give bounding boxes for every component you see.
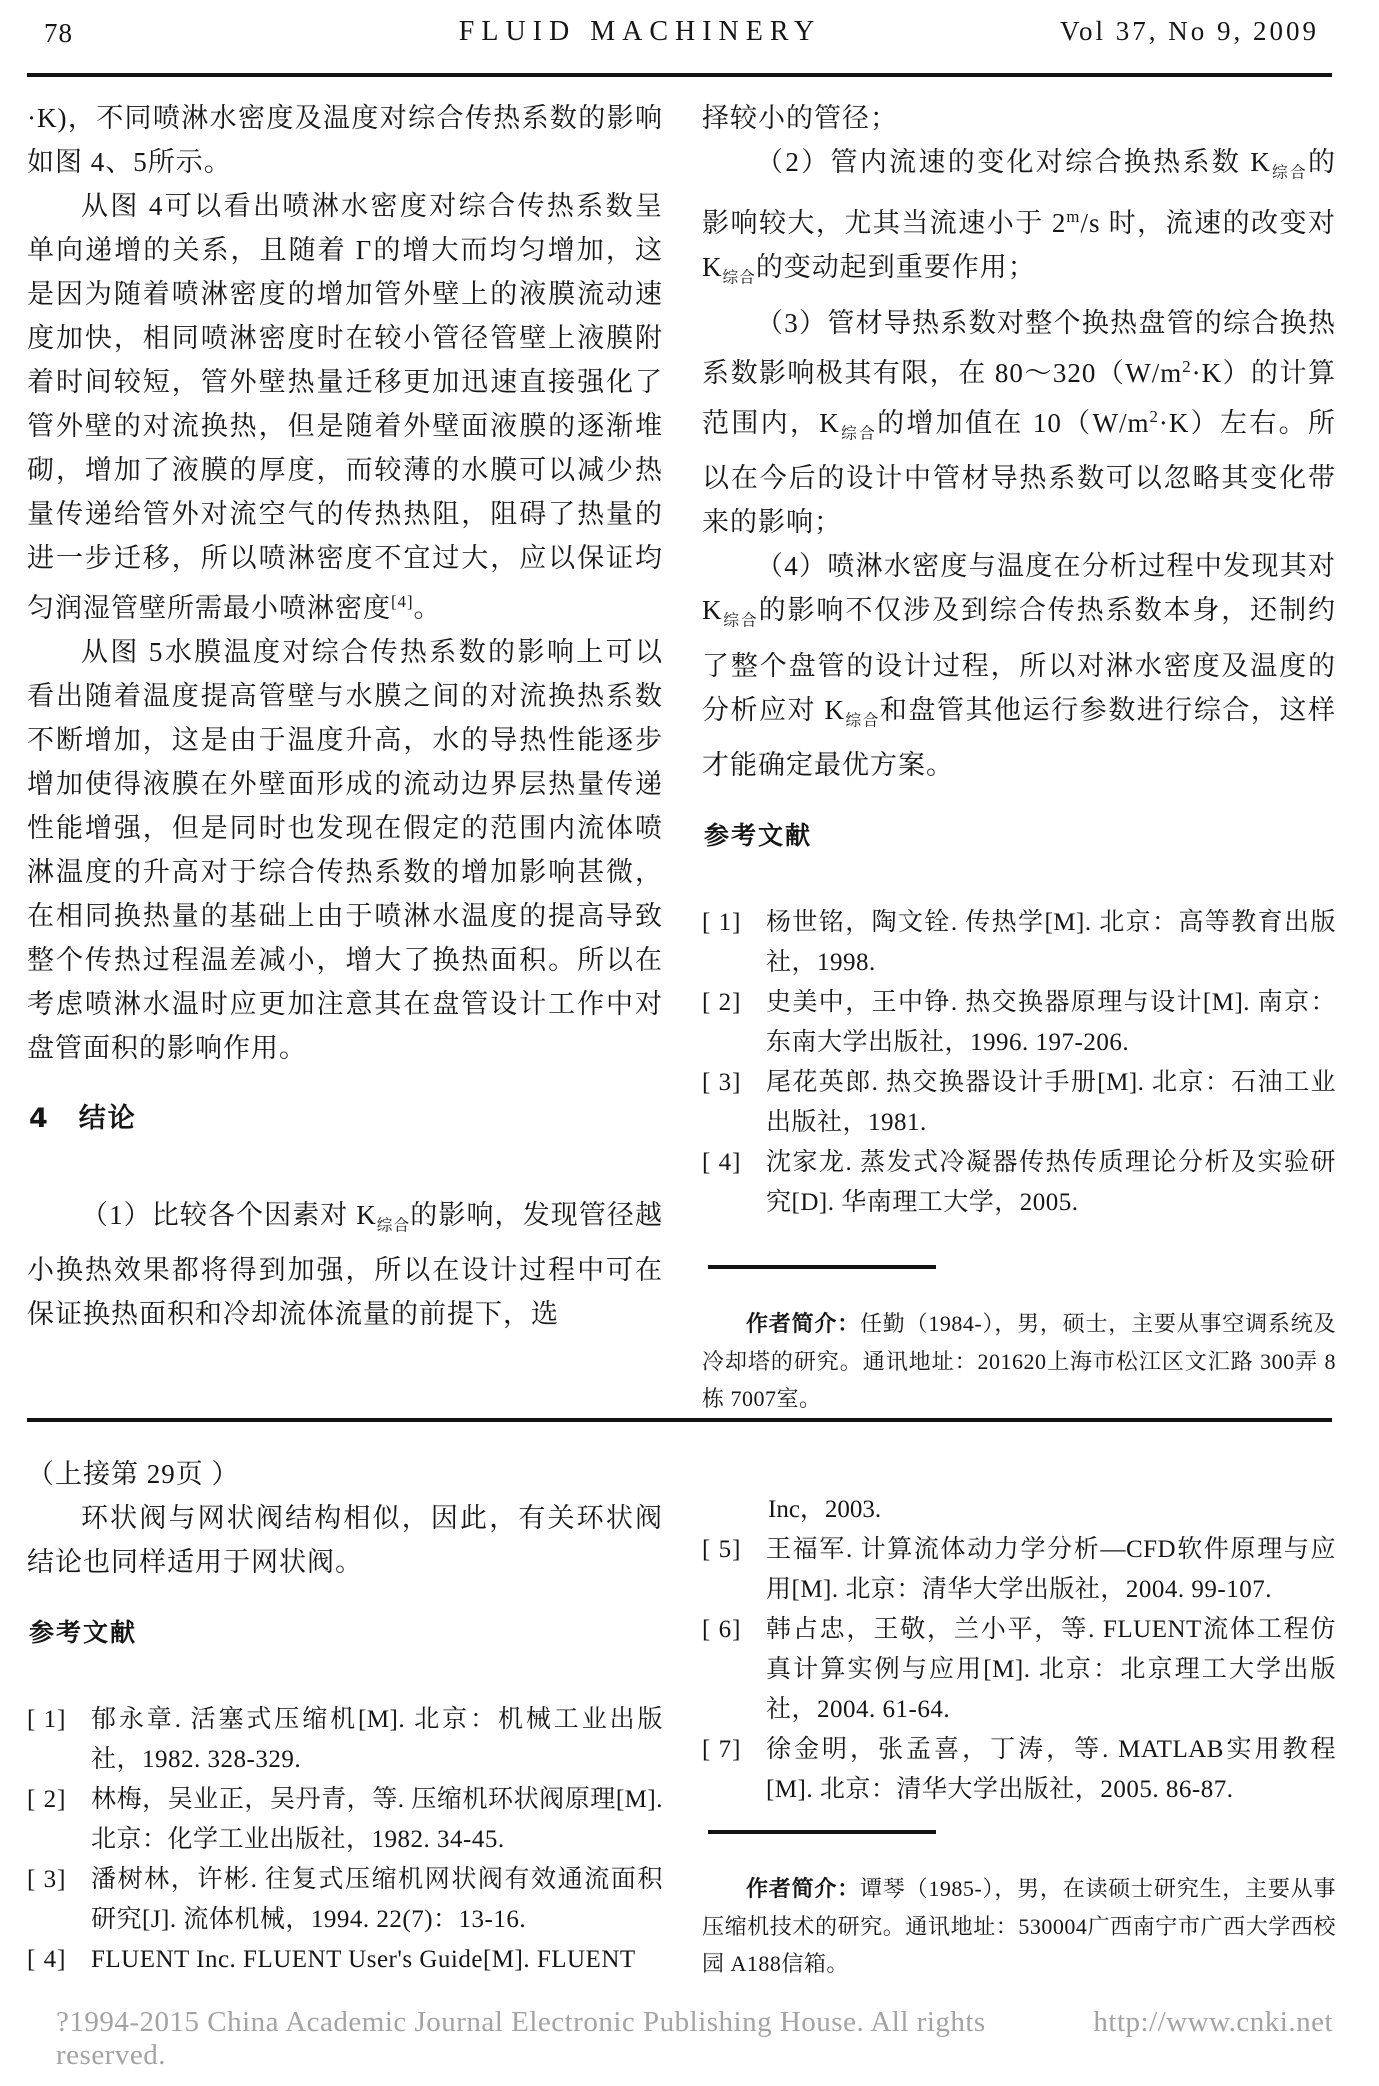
reference-number: [ 4] — [702, 1148, 742, 1176]
reference-item — [702, 1610, 1336, 1730]
conclusion-paragraph-list — [27, 1193, 663, 1336]
top-right-column — [702, 96, 1336, 1417]
reference-item — [27, 1780, 663, 1860]
reference-item — [27, 1860, 663, 1940]
reference-number: [ 1] — [702, 908, 742, 936]
reference-number: [ 2] — [702, 988, 742, 1016]
reference-number: [ 6] — [702, 1616, 742, 1643]
page-number: 78 — [44, 18, 73, 48]
copyright-text: ?1994-2015 China Academic Journal Electronic Publishing House. All rights reserved. — [56, 2006, 986, 2071]
author-bio-label: 作者简介： — [746, 1311, 860, 1337]
reference-number: [ 4] — [27, 1946, 67, 1973]
paragraph-list — [27, 96, 663, 1070]
reference-text: 林梅，吴业正，吴丹青，等. 压缩机环状阀原理[M]. 北京：化学工业出版社，1982. 34-45. — [91, 1786, 663, 1853]
reference-text: 杨世铭，陶文铨. 传热学[M]. 北京：高等教育出版社，1998. — [766, 908, 1336, 976]
author-bio-text: 谭琴（1985-），男，在读硕士研究生，主要从事压缩机技术的研究。通讯地址：530004广西南宁市广西大学西校园 A188信箱。 — [702, 1876, 1336, 1976]
reference-text: 尾花英郎. 热交换器设计手册[M]. 北京：石油工业出版社，1981. — [766, 1068, 1336, 1136]
issue-info: Vol 37, No 9, 2009 — [1059, 16, 1319, 46]
reference-item — [702, 1730, 1336, 1810]
author-bio-label: 作者简介： — [746, 1877, 860, 1902]
conclusion-heading: 4 结论 — [29, 1103, 137, 1134]
reference-item — [702, 1143, 1336, 1223]
reference-item — [702, 1530, 1336, 1610]
paragraph: 从图 4可以看出喷淋水密度对综合传热系数呈单向递增的关系，且随着 Γ的增大而均匀增加，这是因为随着喷淋密度的增加管外壁上的液膜流动速度加快，相同喷淋密度时在较小管径管壁上液膜附着时间较短，管外壁热量迁移更加迅速直接强化了管外壁的对流换热，但是随着外壁面液膜的逐渐堆砌，增加了液膜的厚度，而较薄的水膜可以减少热量传递给管外对流空气的传热热阻，阻碍了热量的进一步迁移，所以喷淋密度不宜过大，应以保证均匀润湿管壁所需最小喷淋密度[4]。 — [27, 191, 663, 623]
author-bio-divider — [708, 1830, 936, 1834]
top-left-column — [27, 96, 663, 1336]
reference-number: [ 1] — [27, 1706, 67, 1733]
paragraph: 环状阀与网状阀结构相似，因此，有关环状阀结论也同样适用于网状阀。 — [27, 1503, 663, 1577]
paragraph-list — [702, 96, 1336, 787]
bottom-right-column — [702, 1490, 1336, 1982]
references-heading: 参考文献 — [29, 1618, 138, 1647]
reference-text: FLUENT Inc. FLUENT User's Guide[M]. FLUENT — [91, 1946, 636, 1973]
journal-title: FLUID MACHINERY — [458, 16, 822, 47]
reference-list — [702, 903, 1336, 1223]
bottom-left-column — [27, 1452, 663, 1980]
reference-list — [27, 1700, 663, 1980]
paragraph-list — [27, 1496, 663, 1584]
paragraph: （4）喷淋水密度与温度在分析过程中发现其对 $K_{综合}$的影响不仅涉及到综合传热系数本身，还制约了整个盘管的设计过程，所以对淋水密度及温度的分析应对 $K_{综合}$和盘管其他运行参数进行综合，这样才能确定最优方案。 — [702, 551, 1337, 780]
reference-text: 徐金明，张孟喜，丁涛，等. MATLAB实用教程[M]. 北京：清华大学出版社，2005. 86-87. — [766, 1736, 1336, 1803]
paragraph: ·K)，不同喷淋水密度及温度对综合传热系数的影响如图 4、5所示。 — [27, 103, 663, 177]
references-heading: 参考文献 — [704, 820, 813, 850]
reference-text: 韩占忠，王敬，兰小平，等. FLUENT流体工程仿真计算实例与应用[M]. 北京：北京理工大学出版社，2004. 61-64. — [766, 1616, 1336, 1723]
reference-item — [702, 903, 1336, 983]
cnki-watermark — [0, 2006, 1379, 2072]
reference-item — [27, 1940, 663, 1980]
reference-item — [27, 1700, 663, 1780]
reference-item — [702, 983, 1336, 1063]
author-bio-text: 任勤（1984-），男，硕士，主要从事空调系统及冷却塔的研究。通讯地址：201620上海市松江区文汇路 300弄 8栋 7007室。 — [702, 1310, 1336, 1411]
cnki-url: http://www.cnki.net — [1093, 2006, 1333, 2038]
reference-text: 王福军. 计算流体动力学分析—CFD软件原理与应用[M]. 北京：清华大学出版社，2004. 99-107. — [766, 1536, 1336, 1603]
continuation-note: （上接第 29页 ） — [27, 1459, 240, 1489]
reference-text: 郁永章. 活塞式压缩机[M]. 北京：机械工业出版社，1982. 328-329. — [91, 1706, 663, 1773]
reference-number: [ 3] — [702, 1068, 742, 1096]
reference-number: [ 3] — [27, 1866, 67, 1893]
reference-list — [702, 1530, 1336, 1810]
paragraph: （3）管材导热系数对整个换热盘管的综合换热系数影响极其有限，在 $80\sim 320(W/m^2\cdot K)$的计算范围内，$K_{综合}$的增加值在 $10(W/m^2\cdot K)$左右。所以在今后的设计中管材导热系数可以忽略其变化带来的影响； — [702, 307, 1336, 538]
reference-continuation: Inc，2003. — [768, 1496, 882, 1523]
paragraph: （1）比较各个因素对 $K_{综合}$的影响，发现管径越小换热效果都将得到加强，所以在设计过程中可在保证换热面积和冷却流体流量的前提下，选 — [27, 1200, 664, 1330]
header-rule — [27, 73, 1332, 77]
paragraph: 从图 5水膜温度对综合传热系数的影响上可以看出随着温度提高管壁与水膜之间的对流换热系数不断增加，这是由于温度升高，水的导热性能逐步增加使得液膜在外壁面形成的流动边界层热量传递性能增强，但是同时也发现在假定的范围内流体喷淋温度的升高对于综合传热系数的增加影响甚微，在相同换热量的基础上由于喷淋水温度的提高导致整个传热过程温差减小，增大了换热面积。所以在考虑喷淋水温时应更加注意其在盘管设计工作中对盘管面积的影响作用。 — [27, 637, 663, 1063]
paragraph: （2）管内流速的变化对综合换热系数 $K_{综合}$的影响较大，尤其当流速小于 2$^m$/s 时，流速的改变对 $K_{综合}$的变动起到重要作用； — [702, 147, 1337, 287]
reference-number: [ 7] — [702, 1736, 742, 1763]
reference-text: 沈家龙. 蒸发式冷凝器传热传质理论分析及实验研究[D]. 华南理工大学，2005. — [766, 1148, 1336, 1216]
author-bio — [702, 1870, 1336, 1982]
paragraph: 择较小的管径； — [702, 103, 898, 133]
reference-item — [702, 1063, 1336, 1143]
section-divider-rule — [27, 1418, 1332, 1422]
reference-text: 潘树林，许彬. 往复式压缩机网状阀有效通流面积研究[J]. 流体机械，1994. 22(7)：13-16. — [91, 1866, 663, 1933]
reference-number: [ 2] — [27, 1786, 67, 1813]
reference-text: 史美中，王中铮. 热交换器原理与设计[M]. 南京：东南大学出版社，1996. 197-206. — [766, 988, 1336, 1056]
author-bio-divider — [708, 1265, 936, 1269]
author-bio — [702, 1305, 1336, 1417]
reference-number: [ 5] — [702, 1536, 742, 1563]
